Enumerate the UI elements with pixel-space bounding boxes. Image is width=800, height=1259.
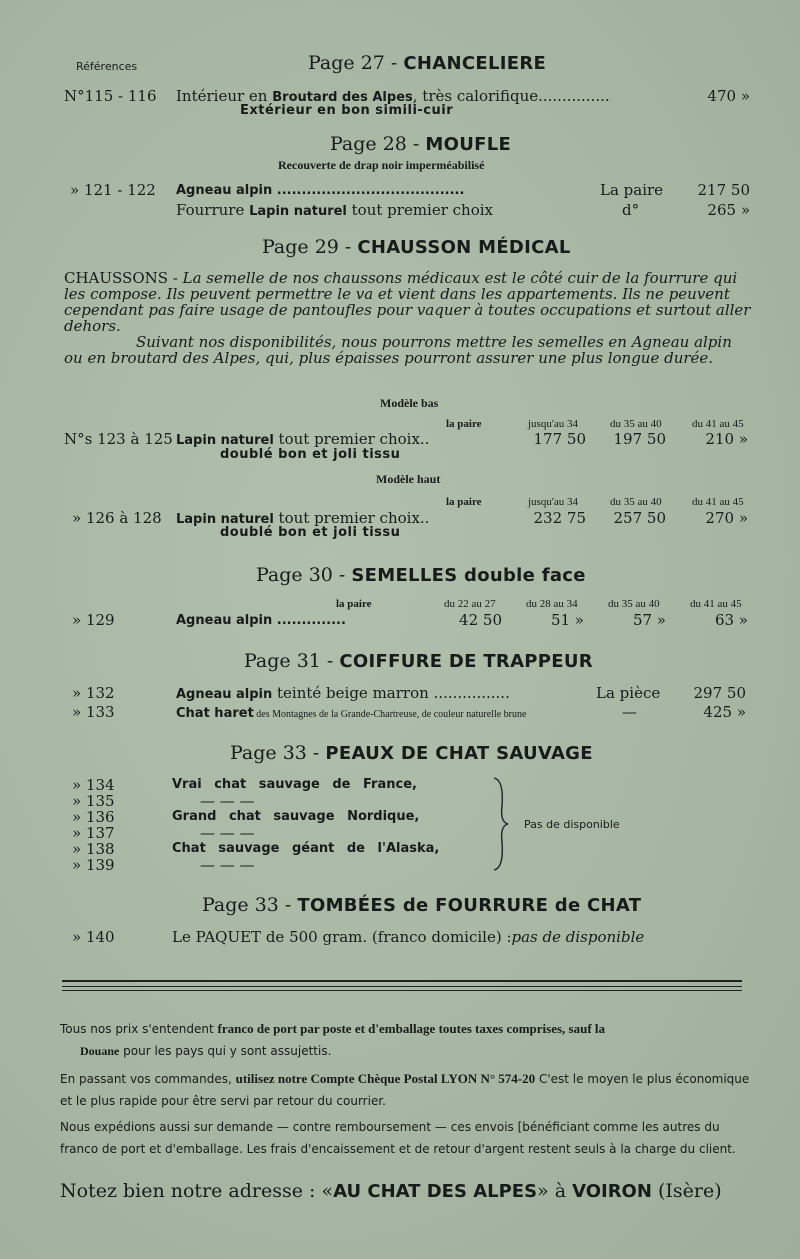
moufle-agneau: Agneau alpin ...................................... [176, 183, 465, 198]
section-title-chanceliere: Page 27 - CHANCELIERE [308, 52, 547, 74]
chat-france-dash: — — — [200, 792, 255, 810]
haut-price-40: 257 50 [613, 509, 666, 527]
haut-header-45: du 41 au 45 [692, 496, 744, 508]
bas-price-34: 177 50 [533, 430, 586, 448]
ref-115-116: N°115 - 116 [64, 87, 157, 105]
semelles-price-45: 63 » [714, 611, 748, 629]
semelles-header-40: du 35 au 40 [608, 598, 660, 610]
haut-price-45: 270 » [705, 509, 748, 527]
bas-lapin: Lapin naturel tout premier choix.. [176, 430, 430, 448]
ref-134: » 134 [72, 776, 115, 794]
chat-alaska-dash: — — — [200, 856, 255, 874]
semelles-header-27: du 22 au 27 [444, 598, 496, 610]
bas-lining: doublé bon et joli tissu [220, 447, 401, 462]
section-title-coiffure: Page 31 - COIFFURE DE TRAPPEUR [244, 650, 593, 672]
references-label: Références [76, 60, 138, 73]
bas-price-45: 210 » [705, 430, 748, 448]
modele-haut-label: Modèle haut [376, 472, 441, 486]
moufle-agneau-unit: La paire [600, 181, 664, 199]
ref-135: » 135 [72, 792, 115, 810]
haut-header-pair: la paire [446, 496, 482, 508]
haut-header-40: du 35 au 40 [610, 496, 662, 508]
section-title-moufle: Page 28 - MOUFLE [330, 133, 512, 155]
chat-nordique: Grand chat sauvage Nordique, [172, 809, 420, 824]
peaux-availability: Pas de disponible [524, 818, 620, 831]
coiffure-chat-unit: — [622, 703, 637, 721]
bas-header-34: jusqu'au 34 [528, 418, 578, 430]
right-brace [490, 776, 514, 872]
haut-lining: doublé bon et joli tissu [220, 525, 401, 540]
chat-france: Vrai chat sauvage de France, [172, 777, 417, 792]
bas-price-40: 197 50 [613, 430, 666, 448]
semelles-header-34: du 28 au 34 [526, 598, 578, 610]
ref-139: » 139 [72, 856, 115, 874]
divider-top [62, 980, 742, 982]
price-coiffure-agneau: 297 50 [693, 684, 746, 702]
moufle-lapin-unit: d° [622, 201, 640, 219]
semelles-price-40: 57 » [632, 611, 666, 629]
ref-123-125: N°s 123 à 125 [64, 430, 173, 448]
ref-138: » 138 [72, 840, 115, 858]
footer-shipping-note: Nous expédions aussi sur demande — contre remboursement — ces envois [bénéficiant comme les autres du franco de port et d'emballage. Les frais d'encaissement et de retour d'argent restent seuls à la charge du client. [60, 1120, 736, 1156]
divider-mid [62, 986, 742, 987]
price-moufle-agneau: 217 50 [697, 181, 750, 199]
footer-payment-note: En passant vos commandes, utilisez notre Compte Chèque Postal LYON N° 574-20 C'est le moyen le plus économique et le plus rapide pour être servi par retour du courrier. [60, 1071, 750, 1108]
chanceliere-exterior: Extérieur en bon simili-cuir [240, 103, 454, 118]
moufle-subtitle: Recouverte de drap noir imperméabilisé [278, 158, 485, 172]
semelles-agneau: Agneau alpin .............. [176, 613, 346, 628]
coiffure-chat-haret: Chat haret des Montagnes de la Grande-Chartreuse, de couleur naturelle brune [176, 706, 527, 721]
semelles-price-34: 51 » [550, 611, 584, 629]
semelles-header-45: du 41 au 45 [690, 598, 742, 610]
ref-129: » 129 [72, 611, 115, 629]
ref-137: » 137 [72, 824, 115, 842]
semelles-price-27: 42 50 [459, 611, 502, 629]
haut-price-34: 232 75 [533, 509, 586, 527]
tombees-line: Le PAQUET de 500 gram. (franco domicile) :pas de disponible [172, 928, 645, 946]
price-chanceliere: 470 » [707, 87, 750, 105]
ref-140: » 140 [72, 928, 115, 946]
chausson-availability: Suivant nos disponibilités, nous pourrons mettre les semelles en Agneau alpin ou en broutard des Alpes, qui, plus épaisses pourront assurer une plus longue durée. [64, 333, 732, 367]
bas-header-40: du 35 au 40 [610, 418, 662, 430]
ref-132: » 132 [72, 684, 115, 702]
moufle-lapin: Fourrure Lapin naturel tout premier choix [176, 201, 494, 219]
footer-pricing-note: Tous nos prix s'entendent franco de port par poste et d'emballage toutes taxes comprises, sauf la Douane pour les pays qui y sont assujettis. [60, 1021, 606, 1058]
price-coiffure-chat: 425 » [703, 703, 746, 721]
section-title-semelles: Page 30 - SEMELLES double face [256, 564, 586, 586]
price-moufle-lapin: 265 » [707, 201, 750, 219]
ref-136: » 136 [72, 808, 115, 826]
chat-nordique-dash: — — — [200, 824, 255, 842]
divider-bottom [62, 990, 742, 991]
ref-133: » 133 [72, 703, 115, 721]
chanceliere-line: Intérieur en Broutard des Alpes, très calorifique............... [176, 87, 610, 105]
ref-121-122: » 121 - 122 [70, 181, 156, 199]
modele-bas-label: Modèle bas [380, 396, 439, 410]
shop-address: Notez bien notre adresse : «AU CHAT DES ALPES» à VOIRON (Isère) [60, 1180, 722, 1202]
chausson-description: CHAUSSONS - La semelle de nos chaussons médicaux est le côté cuir de la fourrure qui les compose. Ils peuvent permettre le va et vient dans les appartements. Ils ne peuvent cependant pas faire usage de pantoufles pour vaquer à toutes occupations et surtout aller dehors. [64, 269, 751, 335]
bas-header-pair: la paire [446, 418, 482, 430]
coiffure-agneau: Agneau alpin teinté beige marron ................ [176, 684, 510, 702]
haut-header-34: jusqu'au 34 [528, 496, 578, 508]
section-title-chausson: Page 29 - CHAUSSON MÉDICAL [262, 236, 571, 258]
bas-header-45: du 41 au 45 [692, 418, 744, 430]
semelles-header-pair: la paire [336, 598, 372, 610]
section-title-peaux: Page 33 - PEAUX DE CHAT SAUVAGE [230, 742, 593, 764]
haut-lapin: Lapin naturel tout premier choix.. [176, 509, 430, 527]
ref-126-128: » 126 à 128 [72, 509, 162, 527]
coiffure-agneau-unit: La pièce [596, 684, 661, 702]
section-title-tombees: Page 33 - TOMBÉES de FOURRURE de CHAT [202, 894, 642, 916]
chat-alaska: Chat sauvage géant de l'Alaska, [172, 841, 440, 856]
